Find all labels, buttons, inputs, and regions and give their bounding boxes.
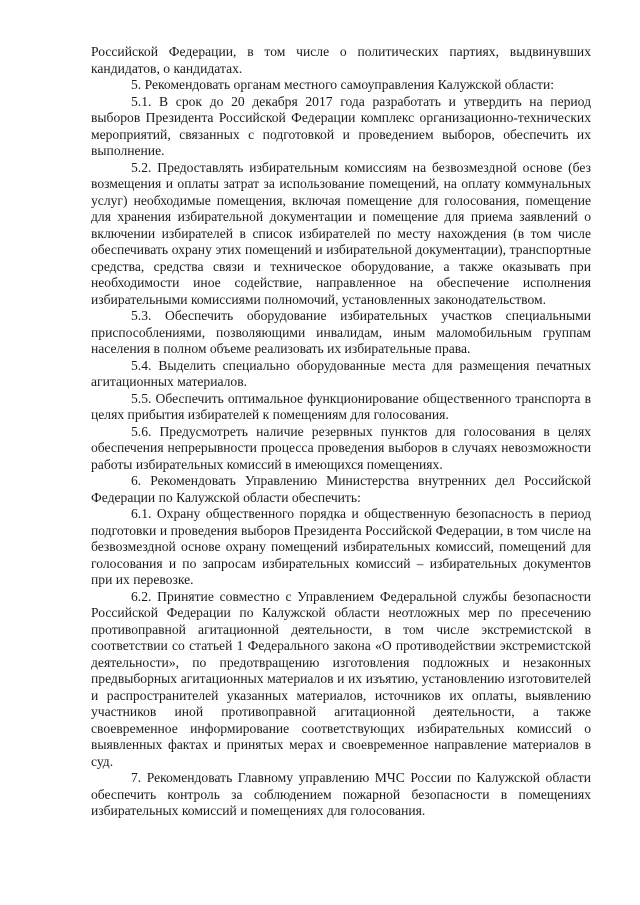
paragraph-item-5-1: 5.1. В срок до 20 декабря 2017 года разработать и утвердить на период выборов Президента Российской Федерации комплекс организационно-технических мероприятий, связанных с подготовкой и проведением выборов, обеспечить их выполнение. [91,93,591,158]
paragraph-item-5-6: 5.6. Предусмотреть наличие резервных пунктов для голосования в целях обеспечения непрерывности процесса проведения выборов в случаях невозможности работы избирательных комиссий в имеющихся помещениях. [91,423,591,472]
paragraph-item-5-5: 5.5. Обеспечить оптимальное функционирование общественного транспорта в целях прибытия избирателей к помещениям для голосования. [91,390,591,422]
paragraph-item-7: 7. Рекомендовать Главному управлению МЧС России по Калужской области обеспечить контроль за соблюдением пожарной безопасности в помещениях избирательных комиссий и помещениях для голосования. [91,770,591,818]
paragraph-item-6-2: 6.2. Принятие совместно с Управлением Федеральной службы безопасности Российской Федерации по Калужской области неотложных мер по пресечению противоправной агитационной деятельности, в том числе экстремистской в соответствии со статьей 1 Федерального закона «О противодействии экстремистской деятельности», по предотвращению изготовления подложных и незаконных предвыборных агитационных материалов и их изъятию, установлению изготовителей и распространителей указанных материалов, источников их оплаты, выявлению участников иной противоправной агитационной деятельности, а также своевременное информирование соответствующих избирательных комиссий о выявленных фактах и принятых мерах и своевременное направление материалов в суд. [91,588,591,769]
paragraph-item-5: 5. Рекомендовать органам местного самоуправления Калужской области: [131,77,555,92]
paragraph-item-5-2: 5.2. Предоставлять избирательным комиссиям на безвозмездной основе (без возмещения и оплаты затрат за использование помещений, на оплату коммунальных услуг) необходимые помещения, включая помещение для голосования, помещение для хранения избирательной документации и помещение для приема заявлений о включении избирателей в список избирателей по месту нахождения (в том числе обеспечивать охрану этих помещений и избирательной документации), транспортные средства, средства связи и техническое оборудование, а также оказывать при необходимости иное содействие, направленное на обеспечение исполнения избирательными комиссиями полномочий, установленных законодательством. [91,159,591,307]
paragraph-item-5-3: 5.3. Обеспечить оборудование избирательных участков специальными приспособлениями, позволяющими инвалидам, иным маломобильным группам населения в полном объеме реализовать их избирательные права. [91,308,591,356]
paragraph-item-6: 6. Рекомендовать Управлению Министерства внутренних дел Российской Федерации по Калужской области обеспечить: [91,473,591,505]
document-body [91,44,591,820]
paragraph-item-6-1: 6.1. Охрану общественного порядка и общественную безопасность в период подготовки и проведения выборов Президента Российской Федерации, в том числе на безвозмездной основе охрану помещений избирательных комиссий, помещений для голосования и по запросам избирательных комиссий – избирательных документов при их перевозке. [91,506,591,587]
paragraph-item-5-4: 5.4. Выделить специально оборудованные места для размещения печатных агитационных материалов. [91,357,591,389]
paragraph-continuation: Российской Федерации, в том числе о политических партиях, выдвинувших кандидатов, о кандидатах. [91,44,591,76]
